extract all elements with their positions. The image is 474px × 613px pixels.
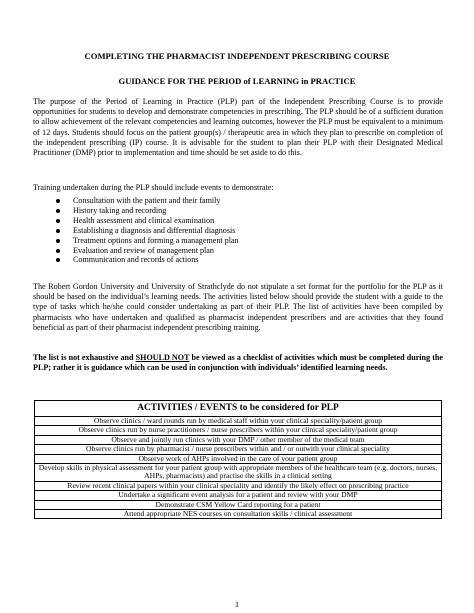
page-number: 1 [235, 600, 239, 609]
bullet-icon [56, 199, 60, 203]
table-cell: Attend appropriate NES courses on consultation skills / clinical assessment [35, 510, 442, 519]
bullet-icon [56, 229, 60, 233]
table-row [35, 445, 442, 454]
universities-paragraph: The Robert Gordon University and University of Strathclyde do not stipulate a set format for the portfolio for the PLP as it should be based on the individual’s learning needs. The activities listed below should provide the student with a guide to the type of tasks which he/she could consider undertaking as part of their PLP. The list of activities have been compiled by pharmacists who have undertaken and qualified as pharmacist independent prescribers and are activities that they found beneficial as part of their pharmacist independent prescribing training. [33, 282, 443, 332]
bullet-icon [56, 258, 60, 262]
table-cell: Develop skills in physical assessment for your patient group with appropriate members of the healthcare team (e.g. doctors, nurses, AHPs, pharmacists) and practise the skills in a clinical setting [35, 464, 442, 482]
list-item-text: History taking and recording [73, 205, 167, 215]
guidance-note-emphasis: SHOULD NOT [135, 353, 190, 362]
table-row [35, 491, 442, 500]
list-item-text: Consultation with the patient and their family [73, 196, 221, 205]
table-cell: Undertake a significant event analysis for a patient and review with your DMP [35, 491, 442, 500]
document-title: COMPLETING THE PHARMACIST INDEPENDENT PRESCRIBING COURSE [84, 51, 390, 61]
guidance-note-start: The list is not exhaustive and [33, 353, 136, 362]
list-item [33, 216, 433, 226]
table-cell: Observe clinics / ward rounds run by medical staff within your clinical speciality/patient group [35, 417, 442, 426]
table-cell: Observe clinics run by nurse practitioners / nurse prescribers within your clinical speciality/patient group [35, 426, 442, 435]
list-item-text: Establishing a diagnosis and differential diagnosis [73, 225, 236, 235]
list-item-text: Communication and records of actions [73, 255, 199, 265]
table-header-row [35, 401, 442, 417]
table-cell: Observe clinics run by pharmacist / nurse prescribers within and / or outwith your clinical speciality [35, 445, 442, 454]
list-item [33, 255, 433, 265]
table-row [35, 464, 442, 482]
training-intro: Training undertaken during the PLP should include events to demonstrate: [33, 183, 274, 192]
bullet-icon [56, 249, 60, 253]
table-cell: Observe work of AHPs involved in the care of your patient group [35, 454, 442, 463]
table-cell: Observe and jointly run clinics with your DMP / other member of the medical team [35, 435, 442, 444]
table-row [35, 510, 442, 519]
guidance-note [33, 353, 443, 373]
document-subtitle: GUIDANCE FOR THE PERIOD of LEARNING in PRACTICE [118, 76, 356, 86]
table-cell: Review recent clinical papers within your clinical speciality and identify the likely effect on prescribing practice [35, 481, 442, 490]
list-item-text: Treatment options and forming a management plan [73, 235, 239, 245]
list-item [33, 236, 433, 246]
list-item-text: Health assessment and clinical examination [73, 215, 215, 225]
training-events-list [33, 196, 433, 265]
bullet-icon [56, 209, 60, 213]
list-item-text: Evaluation and review of management plan [73, 245, 214, 255]
list-item [33, 196, 433, 206]
intro-paragraph: The purpose of the Period of Learning in Practice (PLP) part of the Independent Prescribing Course is to provide opportunities for students to develop and demonstrate competencies in prescribing. The PLP should be of a sufficient duration to allow achievement of the relevant competencies and learning outcomes, however the PLP must be equivalent to a minimum of 12 days. Students should focus on the patient group(s) / therapeutic area in which they plan to prescribe on completion of the independent prescribing (IP) course. It is advisable for the student to plan their PLP with their Designated Medical Practitioner (DMP) prior to implementation and time should be set aside to do this. [33, 97, 443, 158]
list-item [33, 246, 433, 256]
list-item [33, 226, 433, 236]
table-header: ACTIVITIES / EVENTS to be considered for PLP [35, 401, 442, 417]
bullet-icon [56, 239, 60, 243]
activities-table [34, 400, 442, 519]
list-item [33, 206, 433, 216]
guidance-note-end: be viewed as a checklist of activities which must be completed during the PLP; rather it is guidance which can be used in conjunction with individuals’ identified learning needs. [33, 353, 443, 373]
bullet-icon [56, 219, 60, 223]
table-cell: Demonstrate CSM Yellow Card reporting for a patient [35, 500, 442, 509]
table-row [35, 426, 442, 435]
